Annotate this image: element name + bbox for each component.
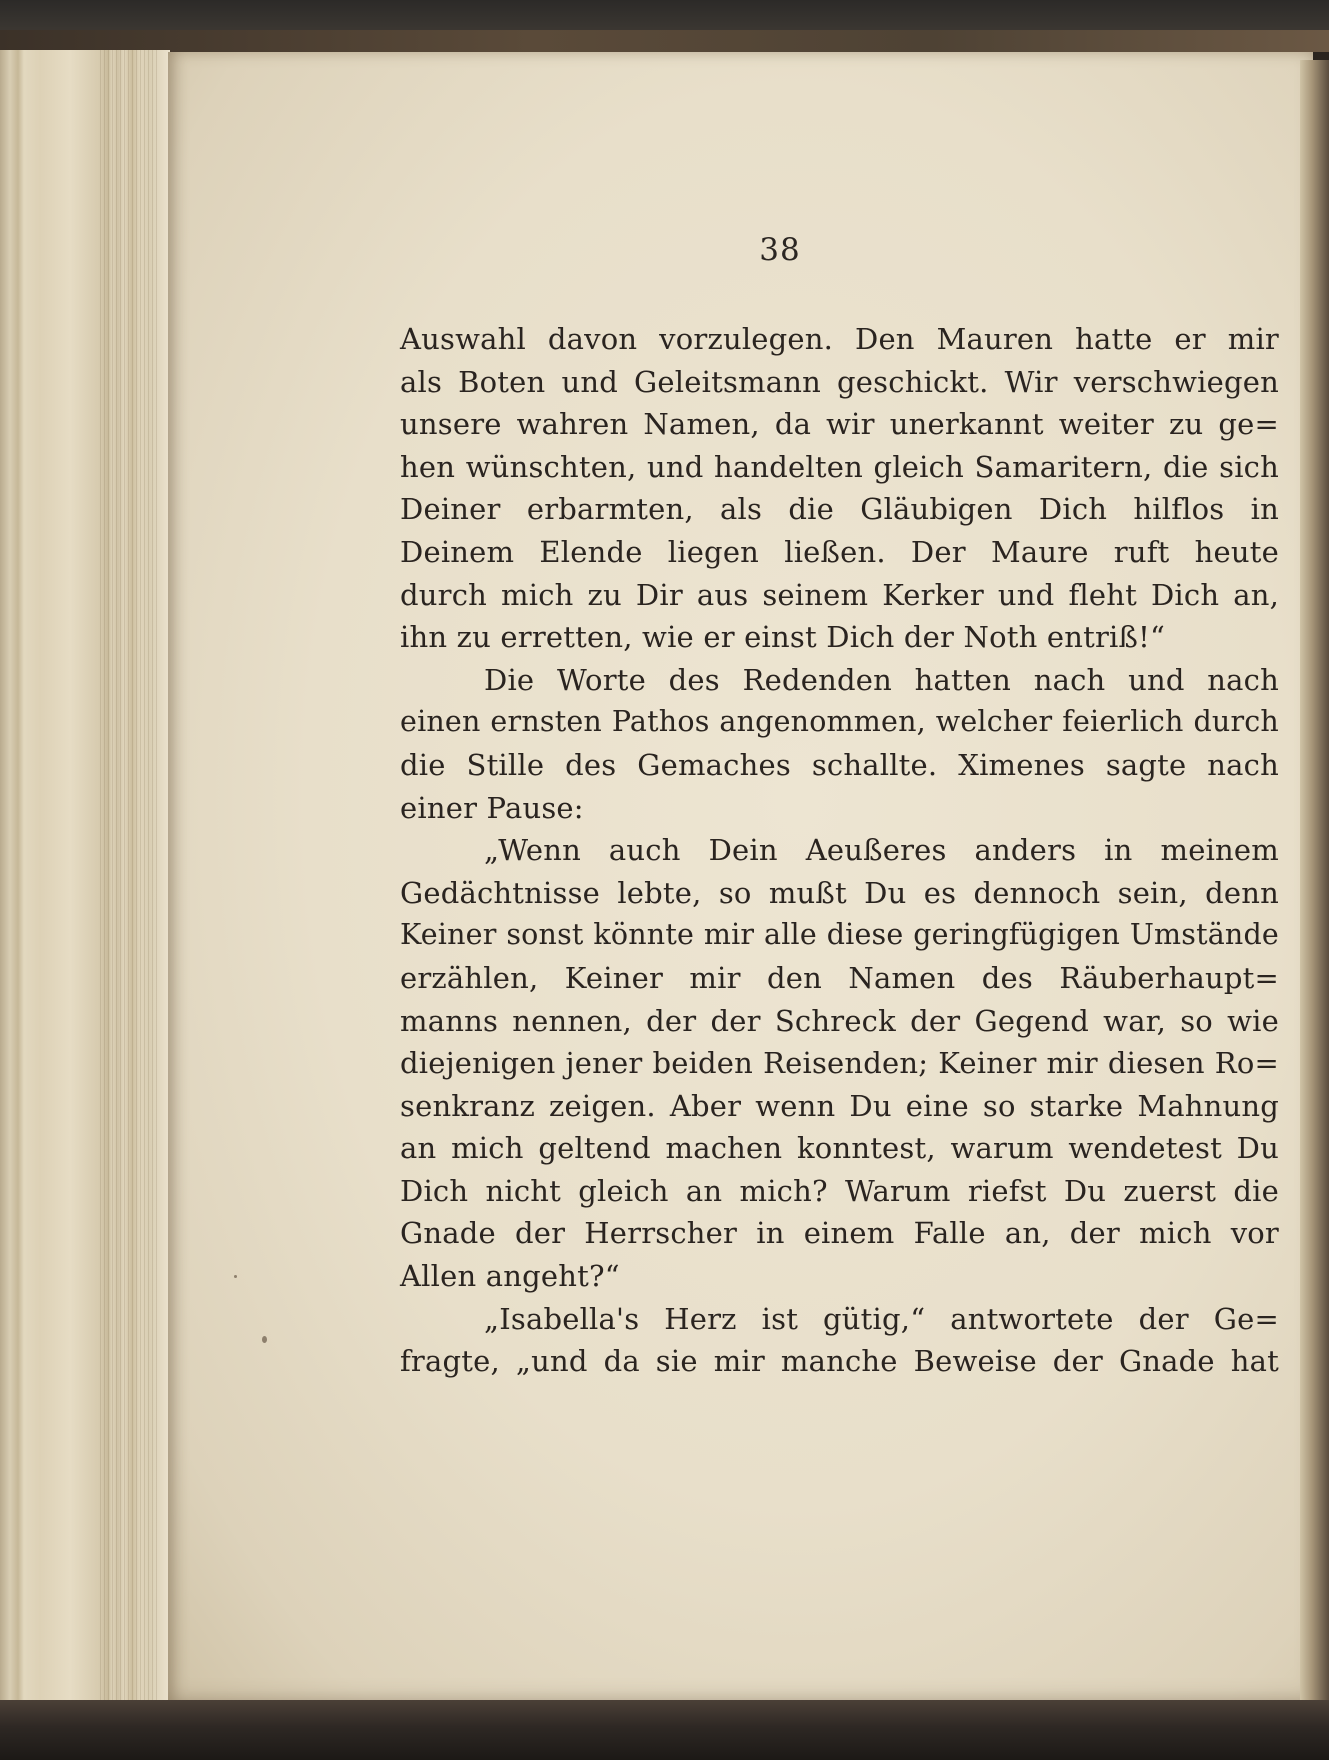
text-line: diejenigen jener beiden Reisenden; Keiner mir diesen Ro= [400,1046,1279,1081]
ink-fleck [234,1275,237,1278]
text-line: Allen angeht?“ [400,1259,620,1294]
text-line: erzählen, Keiner mir den Namen des Räuberhaupt= [400,960,1279,995]
text-line: „Wenn auch Dein Aeußeres anders in meinem [484,833,1279,868]
text-line: hen wünschten, und handelten gleich Samaritern, die sich [400,449,1279,484]
text-line: manns nennen, der der Schreck der Gegend war, so wie [400,1003,1279,1038]
text-line: „Isabella's Herz ist gütig,“ antwortete der Ge= [484,1301,1279,1336]
text-line: unsere wahren Namen, da wir unerkannt weiter zu ge= [400,407,1279,442]
body-text [400,318,1279,1383]
text-line: fragte, „und da sie mir manche Beweise der Gnade hat [400,1344,1279,1379]
text-line: Dich nicht gleich an mich? Warum riefst Du zuerst die [400,1173,1279,1208]
text-line: Auswahl davon vorzulegen. Den Mauren hatte er mir [400,322,1279,356]
page-right-edge [1300,60,1329,1710]
text-line: Keiner sonst könnte mir alle diese geringfügigen Umstände [400,918,1279,952]
text-line: die Stille des Gemaches schallte. Ximenes sagte nach [400,747,1279,782]
text-line: als Boten und Geleitsmann geschickt. Wir verschwiegen [400,364,1279,399]
left-page-stack [0,50,170,1705]
book-binding-top [0,0,1329,52]
text-line: Deiner erbarmten, als die Gläubigen Dich hilflos in [400,492,1279,527]
text-line: Gedächtnisse lebte, so mußt Du es dennoch sein, denn [400,875,1279,910]
text-line: Die Worte des Redenden hatten nach und nach [484,662,1279,697]
text-line: einer Pause: [400,790,584,825]
book-binding-bottom [0,1700,1329,1760]
text-line: durch mich zu Dir aus seinem Kerker und fleht Dich an, [400,577,1279,612]
text-line: senkranz zeigen. Aber wenn Du eine so starke Mahnung [400,1088,1279,1123]
text-line: Gnade der Herrscher in einem Falle an, der mich vor [400,1216,1279,1251]
text-line: ihn zu erretten, wie er einst Dich der Noth entriß!“ [400,620,1165,655]
page-number: 38 [759,232,801,268]
ink-fleck [262,1336,267,1343]
text-line: an mich geltend machen konntest, warum wendetest Du [400,1131,1279,1166]
text-line: Deinem Elende liegen ließen. Der Maure ruft heute [400,534,1279,569]
text-line: einen ernsten Pathos angenommen, welcher feierlich durch [400,705,1279,739]
